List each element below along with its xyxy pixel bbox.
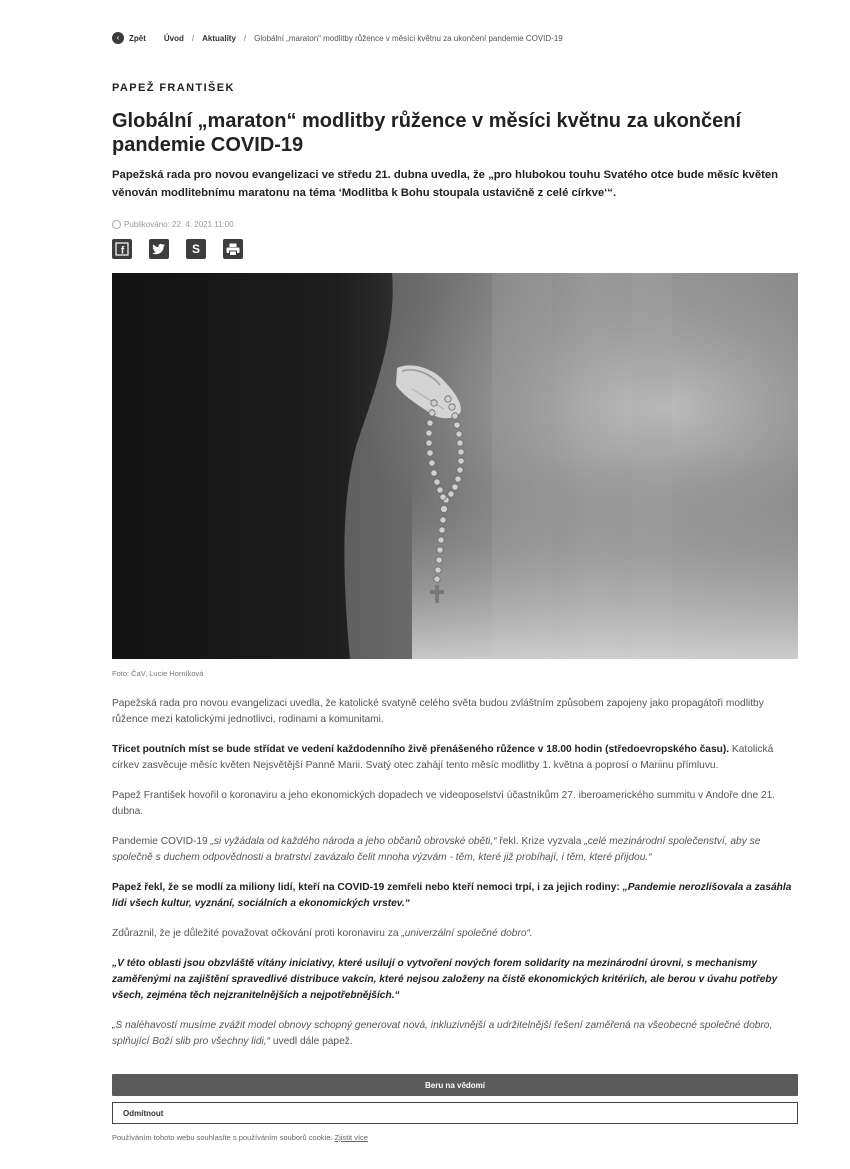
paragraph-text: uvedl dále papež. <box>269 1036 353 1047</box>
accept-cookies-button[interactable]: Beru na vědomí <box>112 1074 798 1096</box>
quote: „univerzální společné dobro“. <box>401 928 533 939</box>
svg-text:f: f <box>120 245 125 256</box>
paragraph <box>112 742 798 774</box>
decline-cookies-button[interactable]: Odmítnout <box>112 1102 798 1124</box>
paragraph <box>112 834 798 866</box>
breadcrumb-separator: / <box>191 33 195 43</box>
back-arrow-icon[interactable]: ‹ <box>112 32 124 44</box>
paragraph <box>112 1018 798 1050</box>
breadcrumb <box>112 31 563 45</box>
paragraph: Papež František hovořil o koronaviru a jeho ekonomických dopadech ve videoposelství účastníkům 27. iberoamerického summitu v Andoře dne 21. dubna. <box>112 790 776 817</box>
breadcrumb-home[interactable]: Úvod <box>163 33 184 43</box>
paragraph-text: Pandemie COVID-19 <box>112 836 211 847</box>
quote: „S naléhavostí musíme zvážit model obnovy schopný generovat nová, inkluzivnější a udržitelnější řešení zaměřená na všeobecné společné dobro, splňující Boží slib pro všechny lidi,“ <box>112 1020 773 1047</box>
cookie-note-text: Používáním tohoto webu souhlasíte s používáním souborů cookie. <box>112 1133 335 1142</box>
paragraph: „V této oblasti jsou obzvláště vítány iniciativy, které usilují o vytvoření nových forem solidarity na mezinárodní úrovni, s mechanismy zaměřenými na zajištění spravedlivé distribuce vakcín, které nejsou založeny na čistě ekonomických kritériích, ale berou v úvahu potřeby všech, zejména těch nejzranitelnějších a nejpotřebnějších.“ <box>112 958 778 1001</box>
quote: „Pandemie nerozlišovala a zasáhla lidi všech kultur, vyznání, sociálních a ekonomických vrstev.“ <box>112 882 792 909</box>
print-icon[interactable] <box>223 239 243 259</box>
back-link[interactable]: Zpět <box>129 33 146 43</box>
publish-date-text: Publikováno: 22. 4. 2021 11:00 <box>124 220 234 229</box>
article-lead: Papežská rada pro novou evangelizaci ve středu 21. dubna uvedla, že „pro hlubokou touhu Svatého otce bude měsíc květen věnován modlitebnímu maratonu na téma ‘Modlitba k Bohu stoupala ustavičně z celé církve‘“. <box>112 169 779 199</box>
article-body <box>112 696 798 1094</box>
paragraph-text: Papež řekl, že se modlí za miliony lidí, kteří na COVID-19 zemřeli nebo kteří nemoci trpí, i za jejich rodiny: <box>112 882 623 893</box>
skype-icon[interactable]: S <box>186 239 206 259</box>
article-photo <box>112 273 798 659</box>
quote: „si vyžádala od každého národa a jeho občanů obrovské oběti,“ <box>210 836 497 847</box>
article-kicker: PAPEŽ FRANTIŠEK <box>112 82 235 94</box>
paragraph: Papežská rada pro novou evangelizaci uvedla, že katolické svatyně celého světa budou zvláštním způsobem zapojeny jako propagátoři modlitby růžence mezi katolickými jednotlivci, rodinami a komunitami. <box>112 698 764 725</box>
paragraph-text: řekl. Krize vyzvala <box>496 836 585 847</box>
twitter-icon[interactable] <box>149 239 169 259</box>
share-bar <box>112 239 243 259</box>
cookie-note <box>112 1133 368 1142</box>
publish-date <box>112 220 234 229</box>
breadcrumb-current: Globální „maraton“ modlitby růžence v měsíci květnu za ukončení pandemie COVID-19 <box>254 33 563 43</box>
paragraph <box>112 926 798 942</box>
cookie-more-link[interactable]: Zjistit více <box>334 1133 368 1142</box>
photo-caption: Foto: ČaV, Lucie Horníková <box>112 669 204 678</box>
paragraph <box>112 880 798 912</box>
paragraph-bold: Třicet poutních míst se bude střídat ve vedení každodenního živě přenášeného růžence v 18.00 hodin (středoevropského času). <box>112 744 730 755</box>
article-title: Globální „maraton“ modlitby růžence v měsíci květnu za ukončení pandemie COVID-19 <box>112 110 742 156</box>
facebook-icon[interactable] <box>112 239 132 259</box>
quote: „celé mezinárodní společenství, aby se společně s duchem odpovědnosti a bratrství zavázalo čelit mnoha výzvám - těm, které již probíhají, i těm, které přijdou.“ <box>112 836 761 863</box>
breadcrumb-separator: / <box>243 33 247 43</box>
breadcrumb-news[interactable]: Aktuality <box>202 33 236 43</box>
cookie-banner <box>0 1064 850 1169</box>
clock-icon <box>112 220 121 229</box>
paragraph-text: Katolická církev zasvěcuje měsíc květen Nejsvětější Panně Marii. Svatý otec zahájí tento měsíc modlitby 1. května a poprosí o Mariinu přímluvu. <box>112 744 774 771</box>
paragraph-text: Zdůraznil, že je důležité považovat očkování proti koronaviru za <box>112 928 402 939</box>
